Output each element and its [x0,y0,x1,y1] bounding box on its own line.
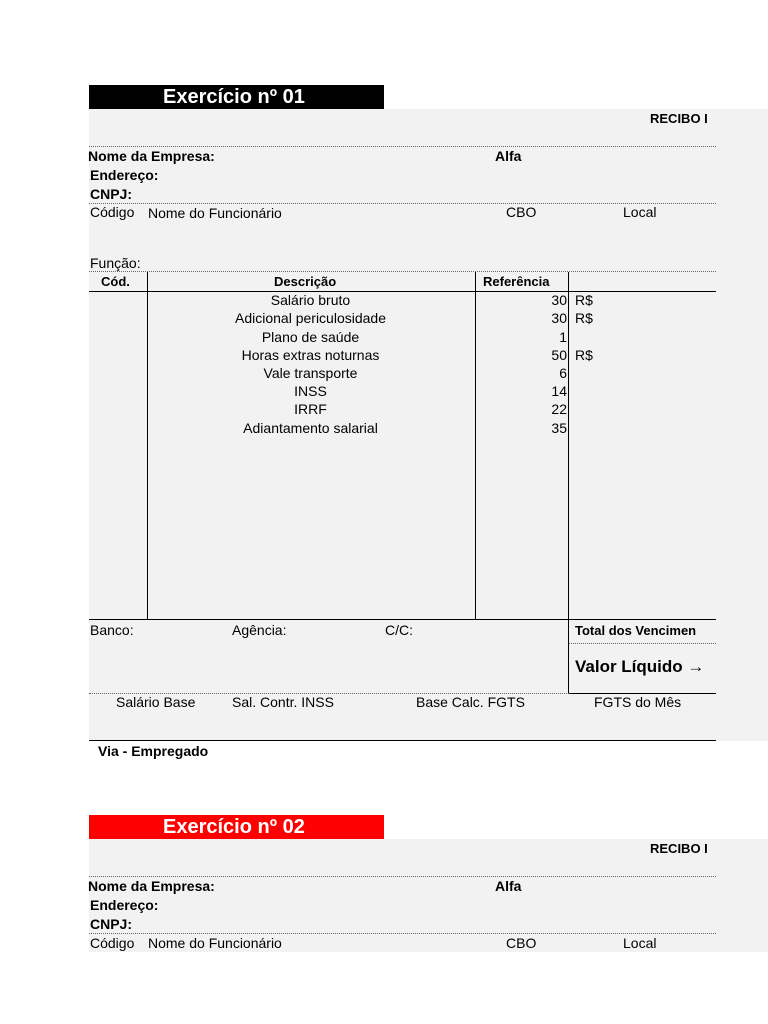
receipt-title: RECIBO I [650,111,708,126]
local-label: Local [623,935,657,951]
row-description: Horas extras noturnas [241,347,380,363]
cbo-label: CBO [506,204,537,220]
sal-contr-inss-label: Sal. Contr. INSS [232,694,334,710]
employee-name-label: Nome do Funcionário [148,935,282,951]
row-description: IRRF [294,401,327,417]
row-unit: R$ [575,310,593,326]
address-label: Endereço: [90,167,159,183]
cbo-label: CBO [506,935,537,951]
agencia-label: Agência: [232,622,287,638]
employee-name-label: Nome do Funcionário [148,205,282,221]
row-reference: 50 [551,347,567,363]
exercise-2-banner [89,815,384,839]
company-value: Alfa [495,878,522,894]
cnpj-label: CNPJ: [90,916,133,932]
row-reference: 35 [551,420,567,436]
exercise-1-banner [89,85,384,109]
row-reference: 22 [551,401,567,417]
receipt-title: RECIBO I [650,841,708,856]
company-label: Nome da Empresa: [88,878,215,894]
base-calc-fgts-label: Base Calc. FGTS [416,694,525,710]
salario-base-label: Salário Base [116,694,196,710]
cnpj-label: CNPJ: [90,186,133,202]
row-description: Plano de saúde [261,329,360,345]
codigo-label: Código [90,204,135,220]
row-reference: 1 [559,329,567,345]
row-description: INSS [294,383,327,399]
via-empregado-label: Via - Empregado [98,743,209,759]
row-description: Salário bruto [270,292,351,308]
company-label: Nome da Empresa: [88,148,215,164]
col-header-referencia: Referência [483,274,550,289]
row-reference: 30 [551,310,567,326]
total-vencimentos-label: Total dos Vencimen [575,623,697,638]
address-label: Endereço: [90,897,159,913]
funcao-label: Função: [90,255,141,271]
col-header-descricao: Descrição [274,274,337,289]
codigo-label: Código [90,935,135,951]
banco-label: Banco: [90,622,134,638]
row-reference: 6 [559,365,567,381]
cc-label: C/C: [385,622,413,638]
row-reference: 30 [551,292,567,308]
company-value: Alfa [495,148,522,164]
fgts-mes-label: FGTS do Mês [594,694,682,710]
valor-liquido-label: Valor Líquido → [575,657,705,676]
row-description: Adicional periculosidade [235,310,386,326]
row-description: Adiantamento salarial [243,420,378,436]
row-reference: 14 [551,383,567,399]
local-label: Local [623,204,657,220]
row-unit: R$ [575,347,593,363]
exercise-1-title: Exercício nº 01 [163,86,305,108]
row-description: Vale transporte [263,365,358,381]
exercise-2-title: Exercício nº 02 [163,816,305,838]
row-unit: R$ [575,292,593,308]
col-header-cod: Cód. [101,274,130,289]
